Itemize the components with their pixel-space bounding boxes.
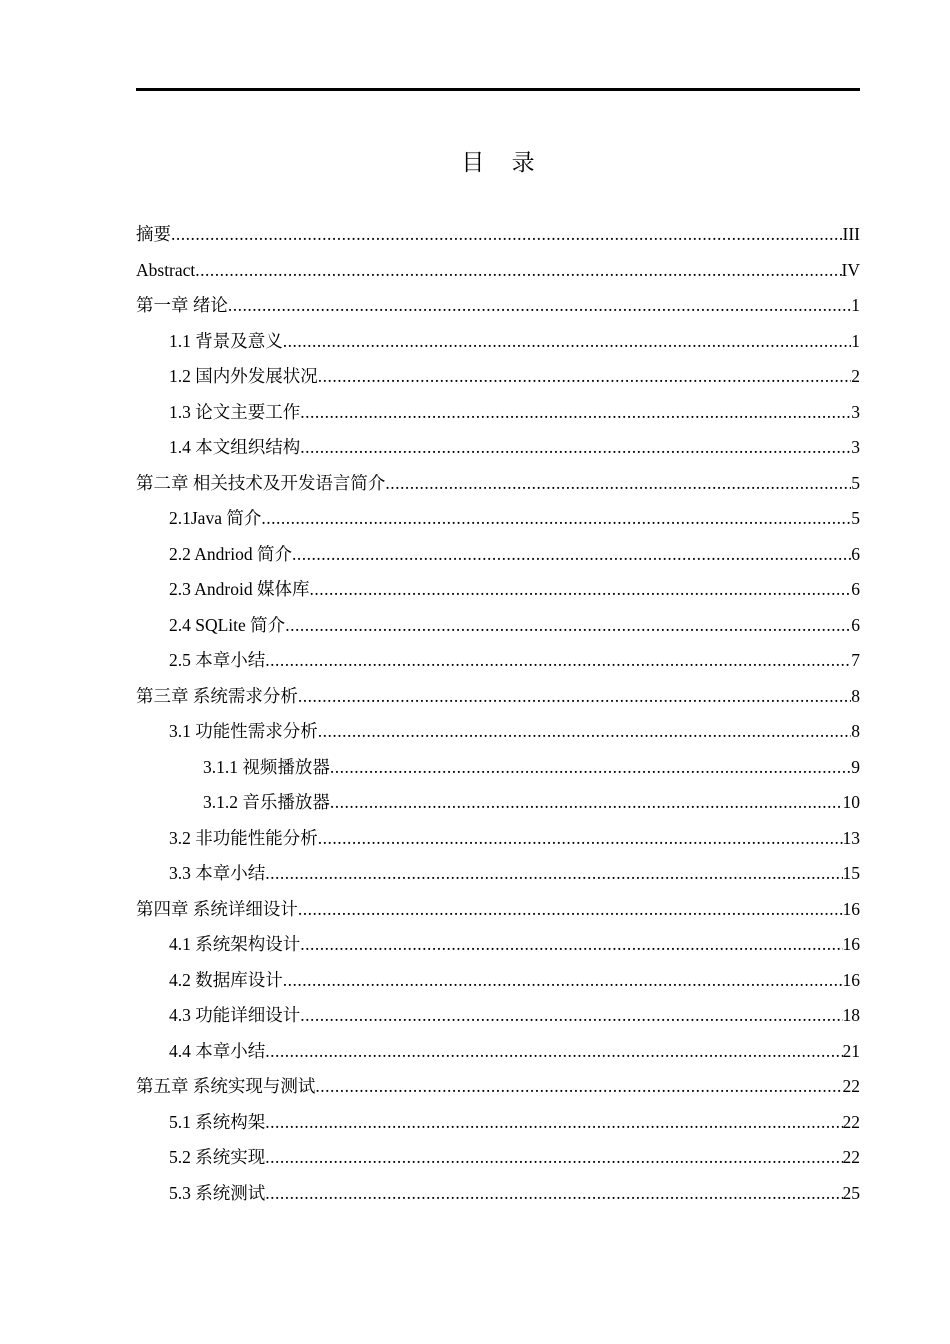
toc-entry-title: 1.3 论文主要工作 xyxy=(169,401,301,422)
toc-dot-leader xyxy=(285,608,851,644)
toc-page-number: 1 xyxy=(851,330,860,351)
toc-dot-leader xyxy=(283,324,852,360)
toc-entry[interactable] xyxy=(136,466,860,502)
toc-entry[interactable] xyxy=(136,324,860,360)
toc-dot-leader xyxy=(265,643,851,679)
toc-dot-leader xyxy=(265,856,842,892)
toc-entry-title: 2.2 Andriod 简介 xyxy=(169,543,292,564)
toc-page-number: 5 xyxy=(851,472,860,493)
toc-entry[interactable] xyxy=(136,679,860,715)
toc-entry[interactable] xyxy=(136,501,860,537)
toc-page-number: 3 xyxy=(851,437,860,457)
toc-dot-leader xyxy=(298,679,851,715)
toc-page-number: 22 xyxy=(842,1076,860,1096)
toc-page-number: 22 xyxy=(842,1111,860,1132)
toc-page-number: 8 xyxy=(851,685,860,706)
toc-page-number: III xyxy=(842,224,860,244)
toc-dot-leader xyxy=(265,1034,842,1070)
toc-entry-title: 1.1 背景及意义 xyxy=(169,330,283,351)
toc-entry-title: 2.3 Android 媒体库 xyxy=(169,579,310,599)
toc-entry-title: 2.1Java 简介 xyxy=(169,508,262,528)
toc-page-number: 5 xyxy=(851,508,860,528)
toc-dot-leader xyxy=(292,537,851,573)
toc-entry[interactable] xyxy=(136,608,860,644)
toc-page-number: 3 xyxy=(851,401,860,422)
toc-dot-leader xyxy=(330,750,851,786)
toc-page-number: 10 xyxy=(842,792,860,812)
toc-entry[interactable] xyxy=(136,1105,860,1141)
toc-page-number: 6 xyxy=(851,614,860,635)
toc-entry[interactable] xyxy=(136,217,860,253)
header-rule xyxy=(136,88,860,91)
toc-entry-title: 3.1.2 音乐播放器 xyxy=(203,792,330,812)
toc-entry[interactable] xyxy=(136,785,860,821)
toc-page-number: 18 xyxy=(842,1005,860,1025)
toc-entry[interactable] xyxy=(136,963,860,999)
toc-page-number: 15 xyxy=(842,863,860,883)
toc-entry[interactable] xyxy=(136,643,860,679)
toc-entry-title: 4.2 数据库设计 xyxy=(169,969,283,990)
toc-page-number: 8 xyxy=(851,721,860,741)
toc-entry-title: 4.4 本章小结 xyxy=(169,1040,266,1061)
toc-dot-leader xyxy=(171,217,843,253)
toc-entry-title: 摘要 xyxy=(136,224,171,244)
toc-dot-leader xyxy=(298,892,843,928)
toc-entry-title: 1.2 国内外发展状况 xyxy=(169,366,318,386)
toc-entry[interactable] xyxy=(136,253,860,289)
toc-entry-title: 第二章 相关技术及开发语言简介 xyxy=(136,472,386,493)
toc-dot-leader xyxy=(265,1140,842,1176)
toc-dot-leader xyxy=(310,572,852,608)
toc-entry-title: 3.1.1 视频播放器 xyxy=(203,756,330,777)
toc-dot-leader xyxy=(300,395,851,431)
toc-entry[interactable] xyxy=(136,750,860,786)
toc-entry[interactable] xyxy=(136,1140,860,1176)
toc-entry[interactable] xyxy=(136,430,860,466)
toc-dot-leader xyxy=(283,963,843,999)
toc-page-number: 16 xyxy=(842,934,860,954)
toc-entry-title: 3.1 功能性需求分析 xyxy=(169,721,318,741)
toc-dot-leader xyxy=(300,927,842,963)
toc-entry-title: 第三章 系统需求分析 xyxy=(136,685,298,706)
toc-page-number: 25 xyxy=(842,1182,860,1203)
toc-entry-title: 第四章 系统详细设计 xyxy=(136,898,298,919)
toc-dot-leader xyxy=(385,466,851,502)
toc-entry-title: 5.3 系统测试 xyxy=(169,1182,266,1203)
toc-dot-leader xyxy=(265,1176,842,1212)
toc-entry[interactable] xyxy=(136,1069,860,1105)
toc-entry-title: 2.4 SQLite 简介 xyxy=(169,614,286,635)
toc-entry-title: 5.2 系统实现 xyxy=(169,1147,266,1167)
toc-page-number: IV xyxy=(841,259,860,280)
toc-entry-title: 3.3 本章小结 xyxy=(169,863,266,883)
toc-page-number: 7 xyxy=(851,650,860,670)
toc-dot-leader xyxy=(300,998,842,1034)
toc-dot-leader xyxy=(330,785,843,821)
toc-dot-leader xyxy=(265,1105,842,1141)
toc-entry-title: 5.1 系统构架 xyxy=(169,1111,266,1132)
toc-dot-leader xyxy=(318,821,843,857)
toc-page-number: 9 xyxy=(851,756,860,777)
toc-entry-title: 第五章 系统实现与测试 xyxy=(136,1076,316,1096)
toc-page-number: 16 xyxy=(842,969,860,990)
toc-entry[interactable] xyxy=(136,998,860,1034)
toc-page-number: 22 xyxy=(842,1147,860,1167)
table-of-contents xyxy=(136,217,860,1211)
toc-dot-leader xyxy=(195,253,841,289)
toc-dot-leader xyxy=(318,359,852,395)
toc-entry[interactable] xyxy=(136,359,860,395)
toc-dot-leader xyxy=(261,501,851,537)
toc-entry[interactable] xyxy=(136,395,860,431)
page-title: 目 录 xyxy=(461,150,545,176)
toc-entry-title: 2.5 本章小结 xyxy=(169,650,266,670)
toc-entry[interactable] xyxy=(136,288,860,324)
toc-entry[interactable] xyxy=(136,856,860,892)
toc-dot-leader xyxy=(318,714,852,750)
toc-entry-title: 第一章 绪论 xyxy=(136,295,228,315)
toc-page-number: 1 xyxy=(851,295,860,315)
toc-page-number: 16 xyxy=(842,898,860,919)
toc-dot-leader xyxy=(300,430,851,466)
toc-entry[interactable] xyxy=(136,1034,860,1070)
toc-entry-title: 4.1 系统架构设计 xyxy=(169,934,301,954)
toc-entry[interactable] xyxy=(136,821,860,857)
toc-entry-title: 3.2 非功能性能分析 xyxy=(169,827,318,848)
toc-entry[interactable] xyxy=(136,714,860,750)
toc-entry[interactable] xyxy=(136,537,860,573)
toc-entry-title: Abstract xyxy=(136,259,196,280)
toc-entry[interactable] xyxy=(136,927,860,963)
toc-dot-leader xyxy=(315,1069,842,1105)
toc-entry-title: 1.4 本文组织结构 xyxy=(169,437,301,457)
toc-entry-title: 4.3 功能详细设计 xyxy=(169,1005,301,1025)
toc-page-number: 2 xyxy=(851,366,860,386)
toc-page-number: 6 xyxy=(851,543,860,564)
toc-dot-leader xyxy=(228,288,851,324)
toc-entry[interactable] xyxy=(136,572,860,608)
toc-page-number: 6 xyxy=(851,579,860,599)
toc-entry[interactable] xyxy=(136,892,860,928)
toc-page-number: 21 xyxy=(842,1040,860,1061)
toc-page-number: 13 xyxy=(842,827,860,848)
toc-entry[interactable] xyxy=(136,1176,860,1212)
